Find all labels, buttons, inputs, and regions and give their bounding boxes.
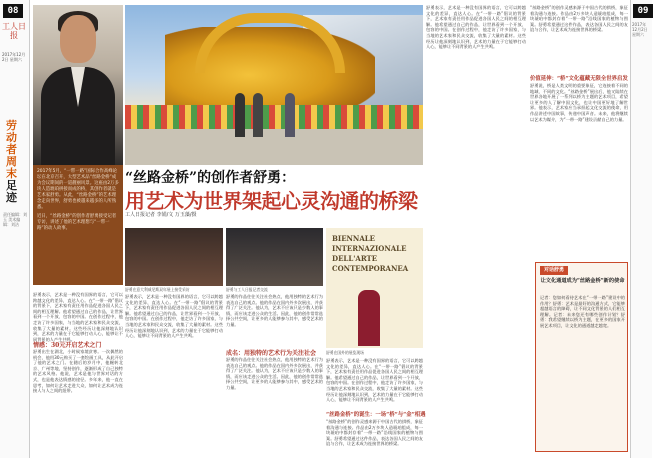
section-heading-2: 成名：用独特的艺术行为关注社会 xyxy=(226,350,317,357)
article-kicker: “丝路金桥”的创作者舒勇： xyxy=(125,170,296,186)
section-text-3: “丝路金桥”的创作灵感来源于中国古代的拱桥，象征着沟通与连接。作品由2万多块人造琥珀组成，每一块琥珀中都封存着“一带一路”沿线国家的植物与图案。舒勇希望通过这件作品，表达各国人民之间的友谊与合作，让艺术成为连接世界的桥梁。 xyxy=(326,419,423,447)
body-text-2: 舒勇表示，艺术是一种没有国界的语言，它可以跨越文化的差异，直达人心。在“一带一路”倡议的背景下，艺术家有责任用作品促进各国人民之间的相互理解。他希望通过自己的作品，让世界看到一个开放、包容的中国。在创作过程中，他走访了许多国家，与当地的艺术家和民众交流，收集了大量的素材。这些经历让他深刻地认识到，艺术的力量在于它能够打动人心，能够让不同背景的人产生共鸣。 xyxy=(125,294,223,339)
section-text-2: 舒勇的作品往往关注社会热点，他用独特的艺术行为表达自己的观点。他的作品在国内外多次展出，并获得了广泛关注。他认为，艺术不应该只是少数人的事情，而应该走进公众的生活。因此，他的创作常常选择公共空间，让更多的人能够参与其中，感受艺术的力量。 xyxy=(226,357,323,390)
body-text-1: 舒勇表示，艺术是一种没有国界的语言，它可以跨越文化的差异，直达人心。在“一带一路”倡议的背景下，艺术家有责任用作品促进各国人民之间的相互理解。他希望通过自己的作品，让世界看到一个开放、包容的中国。在创作过程中，他走访了许多国家，与当地的艺术家和民众交流，收集了大量的素材。这些经历让他深刻地认识到，艺术的力量在于它能够打动人心，能够让不同背景的人产生共鸣。 xyxy=(33,292,123,342)
dialogue-title: 让文化通道成为“丝路金桥”新的使命 xyxy=(540,278,625,284)
article-byline: 工人日报记者 李娟/文 万玉藻/摄 xyxy=(125,212,197,218)
left-page-number: 08 xyxy=(3,4,23,18)
dialogue-text: 记者：您如何看待艺术在“一带一路”建设中的作用？舒勇：艺术是最好的沟通方式，它能够超越语言的障碍，让不同文化背景的人们相互理解。记者：未来您还有哪些创作计划？舒勇：我希望继续以桥为主题，在更多的国家开展艺术项目，让文化的通道越走越宽。 xyxy=(540,295,625,328)
photo3-caption: 舒勇在国外的展览现场 xyxy=(326,350,364,355)
section-name: 劳动者周末 xyxy=(6,119,17,180)
intro-box xyxy=(33,165,123,285)
section-heading-1: 情感：30元开启艺术之门 xyxy=(33,342,102,349)
right-page-date: 2017年12月2日 星期六 xyxy=(632,22,648,37)
intro-paragraph: 2017年5月，“一带一路”国际合作高峰论坛在北京召开，大型艺术品“丝路金桥”成为会议期间的一道靓丽风景。这座由2万多块人造琥珀拼接而成的桥，其创作者就是艺术家舒勇。从此，“丝路金桥”的艺术理念走向世界，舒勇也被越来越多的人所熟悉。 xyxy=(37,169,119,210)
biennale-line-4: CONTEMPORANEA xyxy=(332,264,409,273)
body-text-5: 舒勇表示，艺术是一种没有国界的语言，它可以跨越文化的差异，直达人心。在“一带一路”倡议的背景下，艺术家有责任用作品促进各国人民之间的相互理解。他希望通过自己的作品，让世界看到一个开放、包容的中国。在创作过程中，他走访了许多国家，与当地的艺术家和民众交流，收集了大量的素材。这些经历让他深刻地认识到，艺术的力量在于它能够打动人心，能够让不同背景的人产生共鸣。 xyxy=(426,5,526,50)
portrait-photo xyxy=(33,5,123,165)
photo1-caption: 舒勇在意大利威尼斯双年展上接受采访 xyxy=(125,287,190,292)
photo2-caption: 舒勇与工人日报记者交流 xyxy=(226,287,268,292)
body-text-3: 舒勇的作品往往关注社会热点，他用独特的艺术行为表达自己的观点。他的作品在国内外多次展出，并获得了广泛关注。他认为，艺术不应该只是少数人的事情，而应该走进公众的生活。因此，他的创作常常选择公共空间，让更多的人能够参与其中，感受艺术的力量。 xyxy=(226,294,323,327)
biennale-line-1: BIENNALE xyxy=(332,234,376,243)
intro-paragraph-2: 近日，“丝路金桥”的创作者舒勇接受记者专访，讲述了他的艺术理想与“一带一路”的动人故事。 xyxy=(37,214,117,231)
headline-block xyxy=(125,167,423,225)
photo-biennale xyxy=(326,228,423,348)
section-subname: 足迹 xyxy=(6,179,17,204)
editor-note: 责任编辑：刘玉 美术编辑：刘洁 xyxy=(3,212,27,227)
golden-bridge-photo xyxy=(125,5,423,165)
section-heading-4: 价值延伸：“桥”文化蕴藏无限全世界启发 xyxy=(530,76,628,82)
body-text-4: 舒勇表示，艺术是一种没有国界的语言，它可以跨越文化的差异，直达人心。在“一带一路”倡议的背景下，艺术家有责任用作品促进各国人民之间的相互理解。他希望通过自己的作品，让世界看到一个开放、包容的中国。在创作过程中，他走访了许多国家，与当地的艺术家和民众交流，收集了大量的素材。这些经历让他深刻地认识到，艺术的力量在于它能够打动人心，能够让不同背景的人产生共鸣。 xyxy=(326,358,423,403)
dialogue-tag: 对话舒勇 xyxy=(540,266,568,275)
paper-logo: 工人日报 xyxy=(2,22,26,40)
photo-interview xyxy=(125,228,223,286)
left-page-date: 2017年12月2日 星期六 xyxy=(2,52,26,62)
right-page-number: 09 xyxy=(633,4,653,18)
biennale-line-3: DELL'ARTE xyxy=(332,254,378,263)
article-headline: 用艺术为世界架起心灵沟通的桥梁 xyxy=(125,189,418,213)
section-text-1: 舒勇出生在湖北，小时候家境贫寒。一次偶然的机会，他用30元购买了一套绘画工具，从此开启了他的艺术之门。在随后的岁月中，他辗转北京、广州等地，坚持创作，逐渐形成了自己独特的艺术风格。他说，艺术是他与世界对话的方式，也是他表达情感的途径。多年来，他一直在思考，如何让艺术走进大众，如何让艺术成为连接人与人之间的纽带。 xyxy=(33,349,123,394)
dialogue-box xyxy=(535,262,628,452)
body-text-6: “丝路金桥”的创作灵感来源于中国古代的拱桥，象征着沟通与连接。作品由2万多块人造琥珀组成，每一块琥珀中都封存着“一带一路”沿线国家的植物与图案。舒勇希望通过这件作品，表达各国人民之间的友谊与合作，让艺术成为连接世界的桥梁。 xyxy=(530,5,628,33)
right-page-margin xyxy=(630,0,652,458)
section-text-4: 舒勇说，桥是人类文明的重要象征，它连接着不同的地域、不同的文化。“丝路金桥”展出后，他又陆续在世界各地开展了一系列以桥为主题的艺术项目，希望让更多的人了解中国文化，也让中国更好地了解世界。他表示，艺术家应当承担起文化交流的使命，用作品讲述中国故事，传递中国声音。未来，他将继续以艺术为媒介，为“一带一路”建设贡献自己的力量。 xyxy=(530,83,628,122)
left-page-margin xyxy=(0,0,30,458)
photo-conversation xyxy=(226,228,323,286)
biennale-line-2: INTERNAZIONALE xyxy=(332,244,407,253)
section-heading-3: “丝路金桥”的诞生：一场“桥”与“金”相遇 xyxy=(326,412,426,418)
